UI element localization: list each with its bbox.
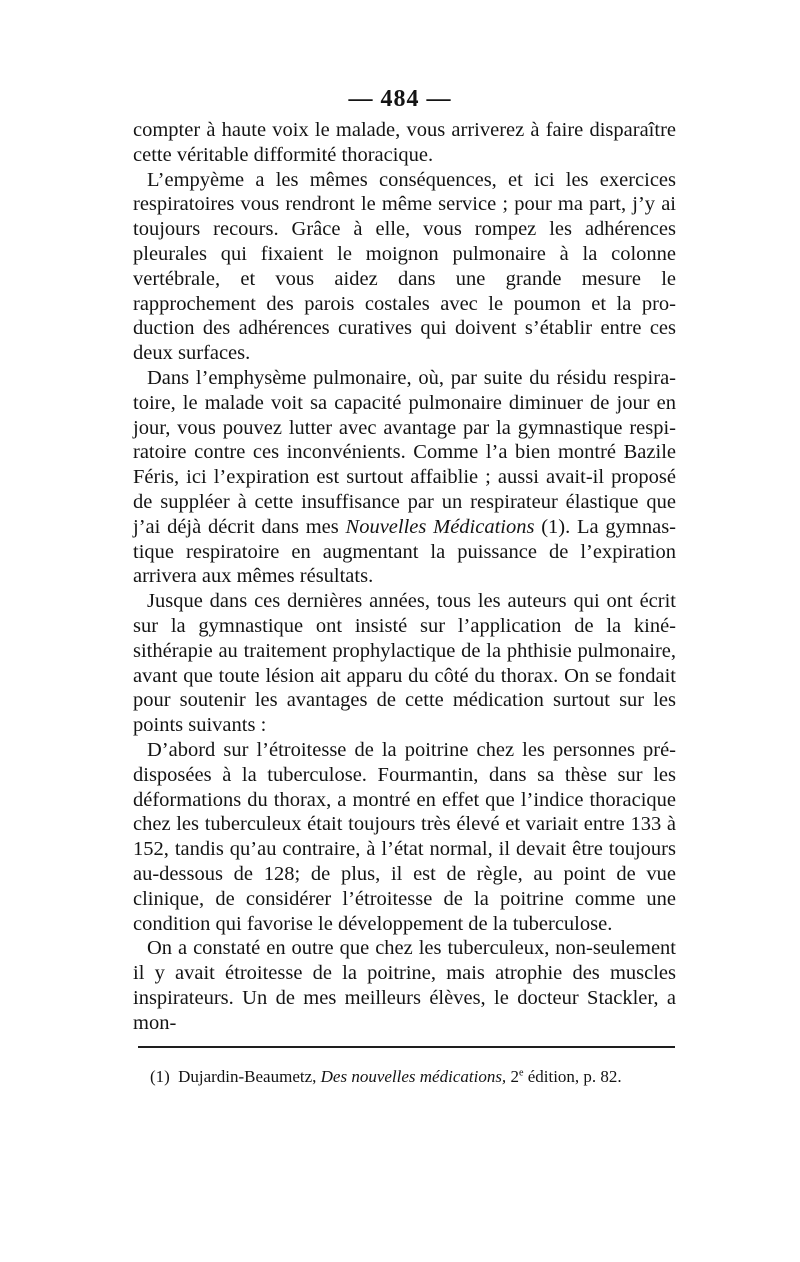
footnote-author: Dujardin-Beaumetz, (178, 1067, 317, 1086)
paragraph-4: Jusque dans ces dernières années, tous les auteurs qui ont écrit sur la gymnastique ont insisté sur l’application de la kinésithérapie au traitement prophylactique de la phthisie pulmonaire, avant que toute lésion ait apparu du côté du thorax. On se fondait pour soutenir les avantages de cette médication surtout sur les points suivants : (133, 590, 676, 737)
footnote-edition-number: 2 (510, 1067, 519, 1086)
footnote-title: Des nouvelles médications, (320, 1067, 507, 1086)
footnote-edition-superscript: e (518, 1067, 524, 1079)
paragraph-3-text-after: (1). La gymnastique respiratoire en augmentant la puissance de l’expiration arrivera aux mêmes résultats. (133, 515, 676, 588)
paragraph-6: On a constaté en outre que chez les tuberculeux, non-seulement il y avait étroitesse de la poitrine, mais atrophie des muscles inspirateurs. Un de mes meilleurs élèves, le docteur Stackler, a mon- (133, 937, 676, 1034)
footnote-edition-rest: édition, p. 82. (523, 1067, 622, 1086)
paragraph-3 (133, 366, 676, 589)
paragraph-2: L’empyème a les mêmes conséquences, et ici les exercices respiratoires vous rendront le même service ; pour ma part, j’y ai toujours recours. Grâce à elle, vous rompez les adhérences pleurales qui fixaient le moignon pulmonaire à la colonne vertébrale, et vous aidez dans une grande mesure le rapprochement des parois costales avec le poumon et la production des adhérences curatives qui doivent s’établir entre ces deux surfaces. (133, 168, 676, 365)
body-text (133, 118, 676, 1035)
paragraph-3-text-before: Dans l’emphysème pulmonaire, où, par suite du résidu respiratoire, le malade voit sa capacité pulmonaire diminuer de jour en jour, vous pouvez lutter avec avantage par la gymnastique respiratoire contre ces inconvénients. Comme l’a bien montré Bazile Féris, ici l’expiration est surtout affaiblie ; aussi avait-il proposé de suppléer à cette insuffisance par un respirateur élastique que j’ai déjà décrit dans mes (133, 366, 676, 538)
footnote-marker: (1) (150, 1067, 170, 1086)
footnote (150, 1067, 680, 1087)
footnote-divider (138, 1046, 675, 1048)
paragraph-5: D’abord sur l’étroitesse de la poitrine chez les personnes prédisposées à la tuberculose. Fourmantin, dans sa thèse sur les déformations du thorax, a montré en effet que l’indice thoracique chez les tuberculeux était toujours très élevé et variait entre 133 à 152, tandis qu’au contraire, à l’état normal, il devait être toujours au-dessous de 128; de plus, il est de règle, au point de vue clinique, de considérer l’étroitesse de la poitrine comme une condition qui favorise le développement de la tuberculose. (133, 738, 676, 935)
page-number: — 484 — (348, 86, 452, 112)
book-title-reference: Nouvelles Médications (345, 515, 535, 538)
paragraph-1: compter à haute voix le malade, vous arriverez à faire disparaître cette véritable difformité thoracique. (133, 119, 676, 166)
